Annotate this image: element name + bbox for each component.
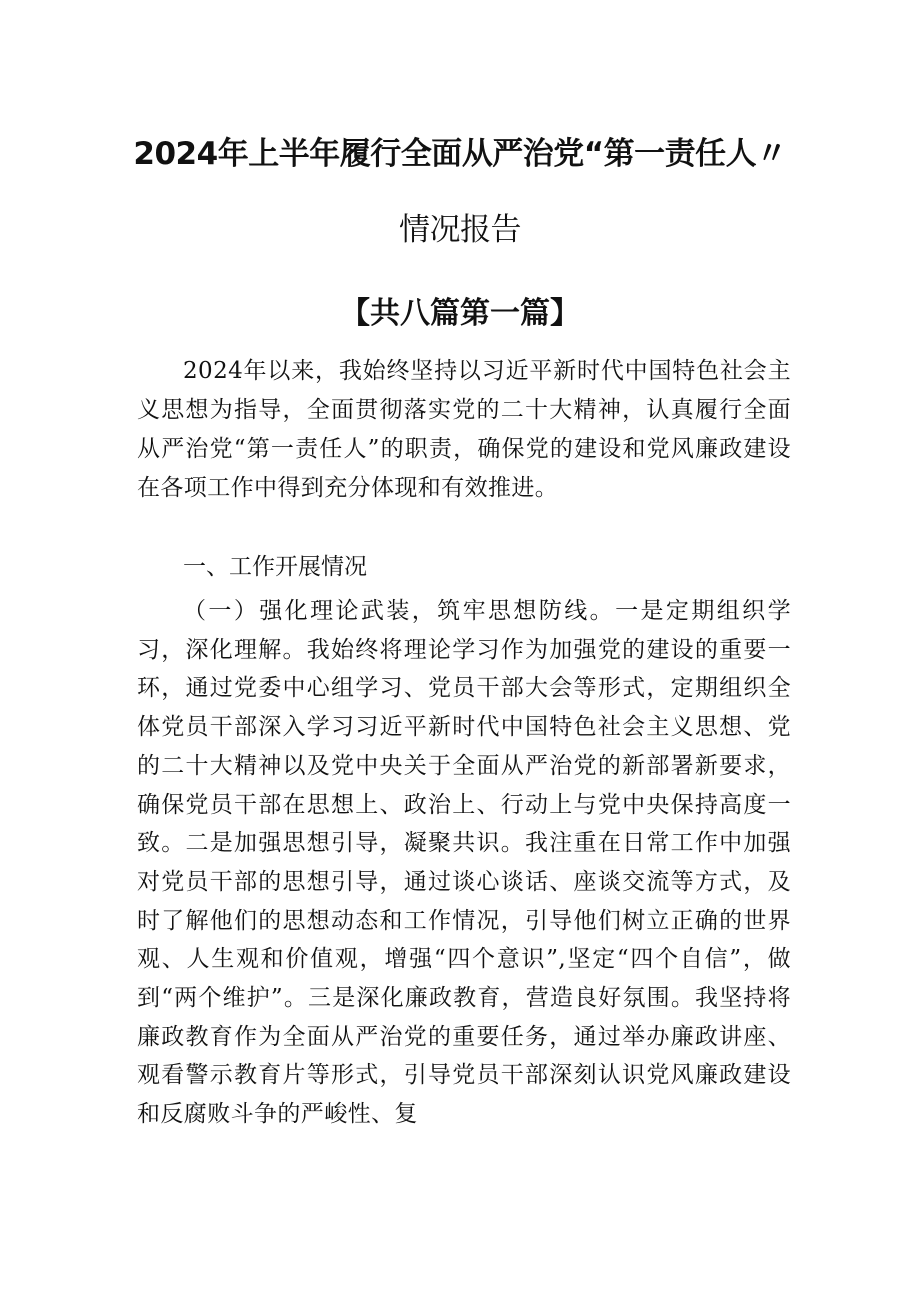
document-title-line-1: 2024年上半年履行全面从严治党“第一责任人〃 xyxy=(133,136,787,172)
document-title-line-2: 情况报告 xyxy=(399,212,521,248)
intro-paragraph: 2024年以来，我始终坚持以习近平新时代中国特色社会主义思想为指导，全面贯彻落实党的二十大精神，认真履行全面从严治党“第一责任人”的职责，确保党的建设和党风廉政建设在各项工作中得到充分体现和有效推进。 xyxy=(137,358,791,501)
section-paragraph: （一）强化理论武装，筑牢思想防线。一是定期组织学习，深化理解。我始终将理论学习作为加强党的建设的重要一环，通过党委中心组学习、党员干部大会等形式，定期组织全体党员干部深入学习习近平新时代中国特色社会主义思想、党的二十大精神以及党中央关于全面从严治党的新部署新要求，确保党员干部在思想上、政治上、行动上与党中央保持高度一致。二是加强思想引导，凝聚共识。我注重在日常工作中加强对党员干部的思想引导，通过谈心谈话、座谈交流等方式，及时了解他们的思想动态和工作情况，引导他们树立正确的世界观、人生观和价值观，增强“四个意识”,坚定“四个自信”，做到“两个维护”。三是深化廉政教育，营造良好氛围。我坚持将廉政教育作为全面从严治党的重要任务，通过举办廉政讲座、观看警示教育片等形式，引导党员干部深刻认识党风廉政建设和反腐败斗争的严峻性、复 xyxy=(137,598,791,1128)
document-subtitle: 【共八篇第一篇】 xyxy=(340,296,580,331)
section-heading: 一、工作开展情况 xyxy=(183,554,367,580)
